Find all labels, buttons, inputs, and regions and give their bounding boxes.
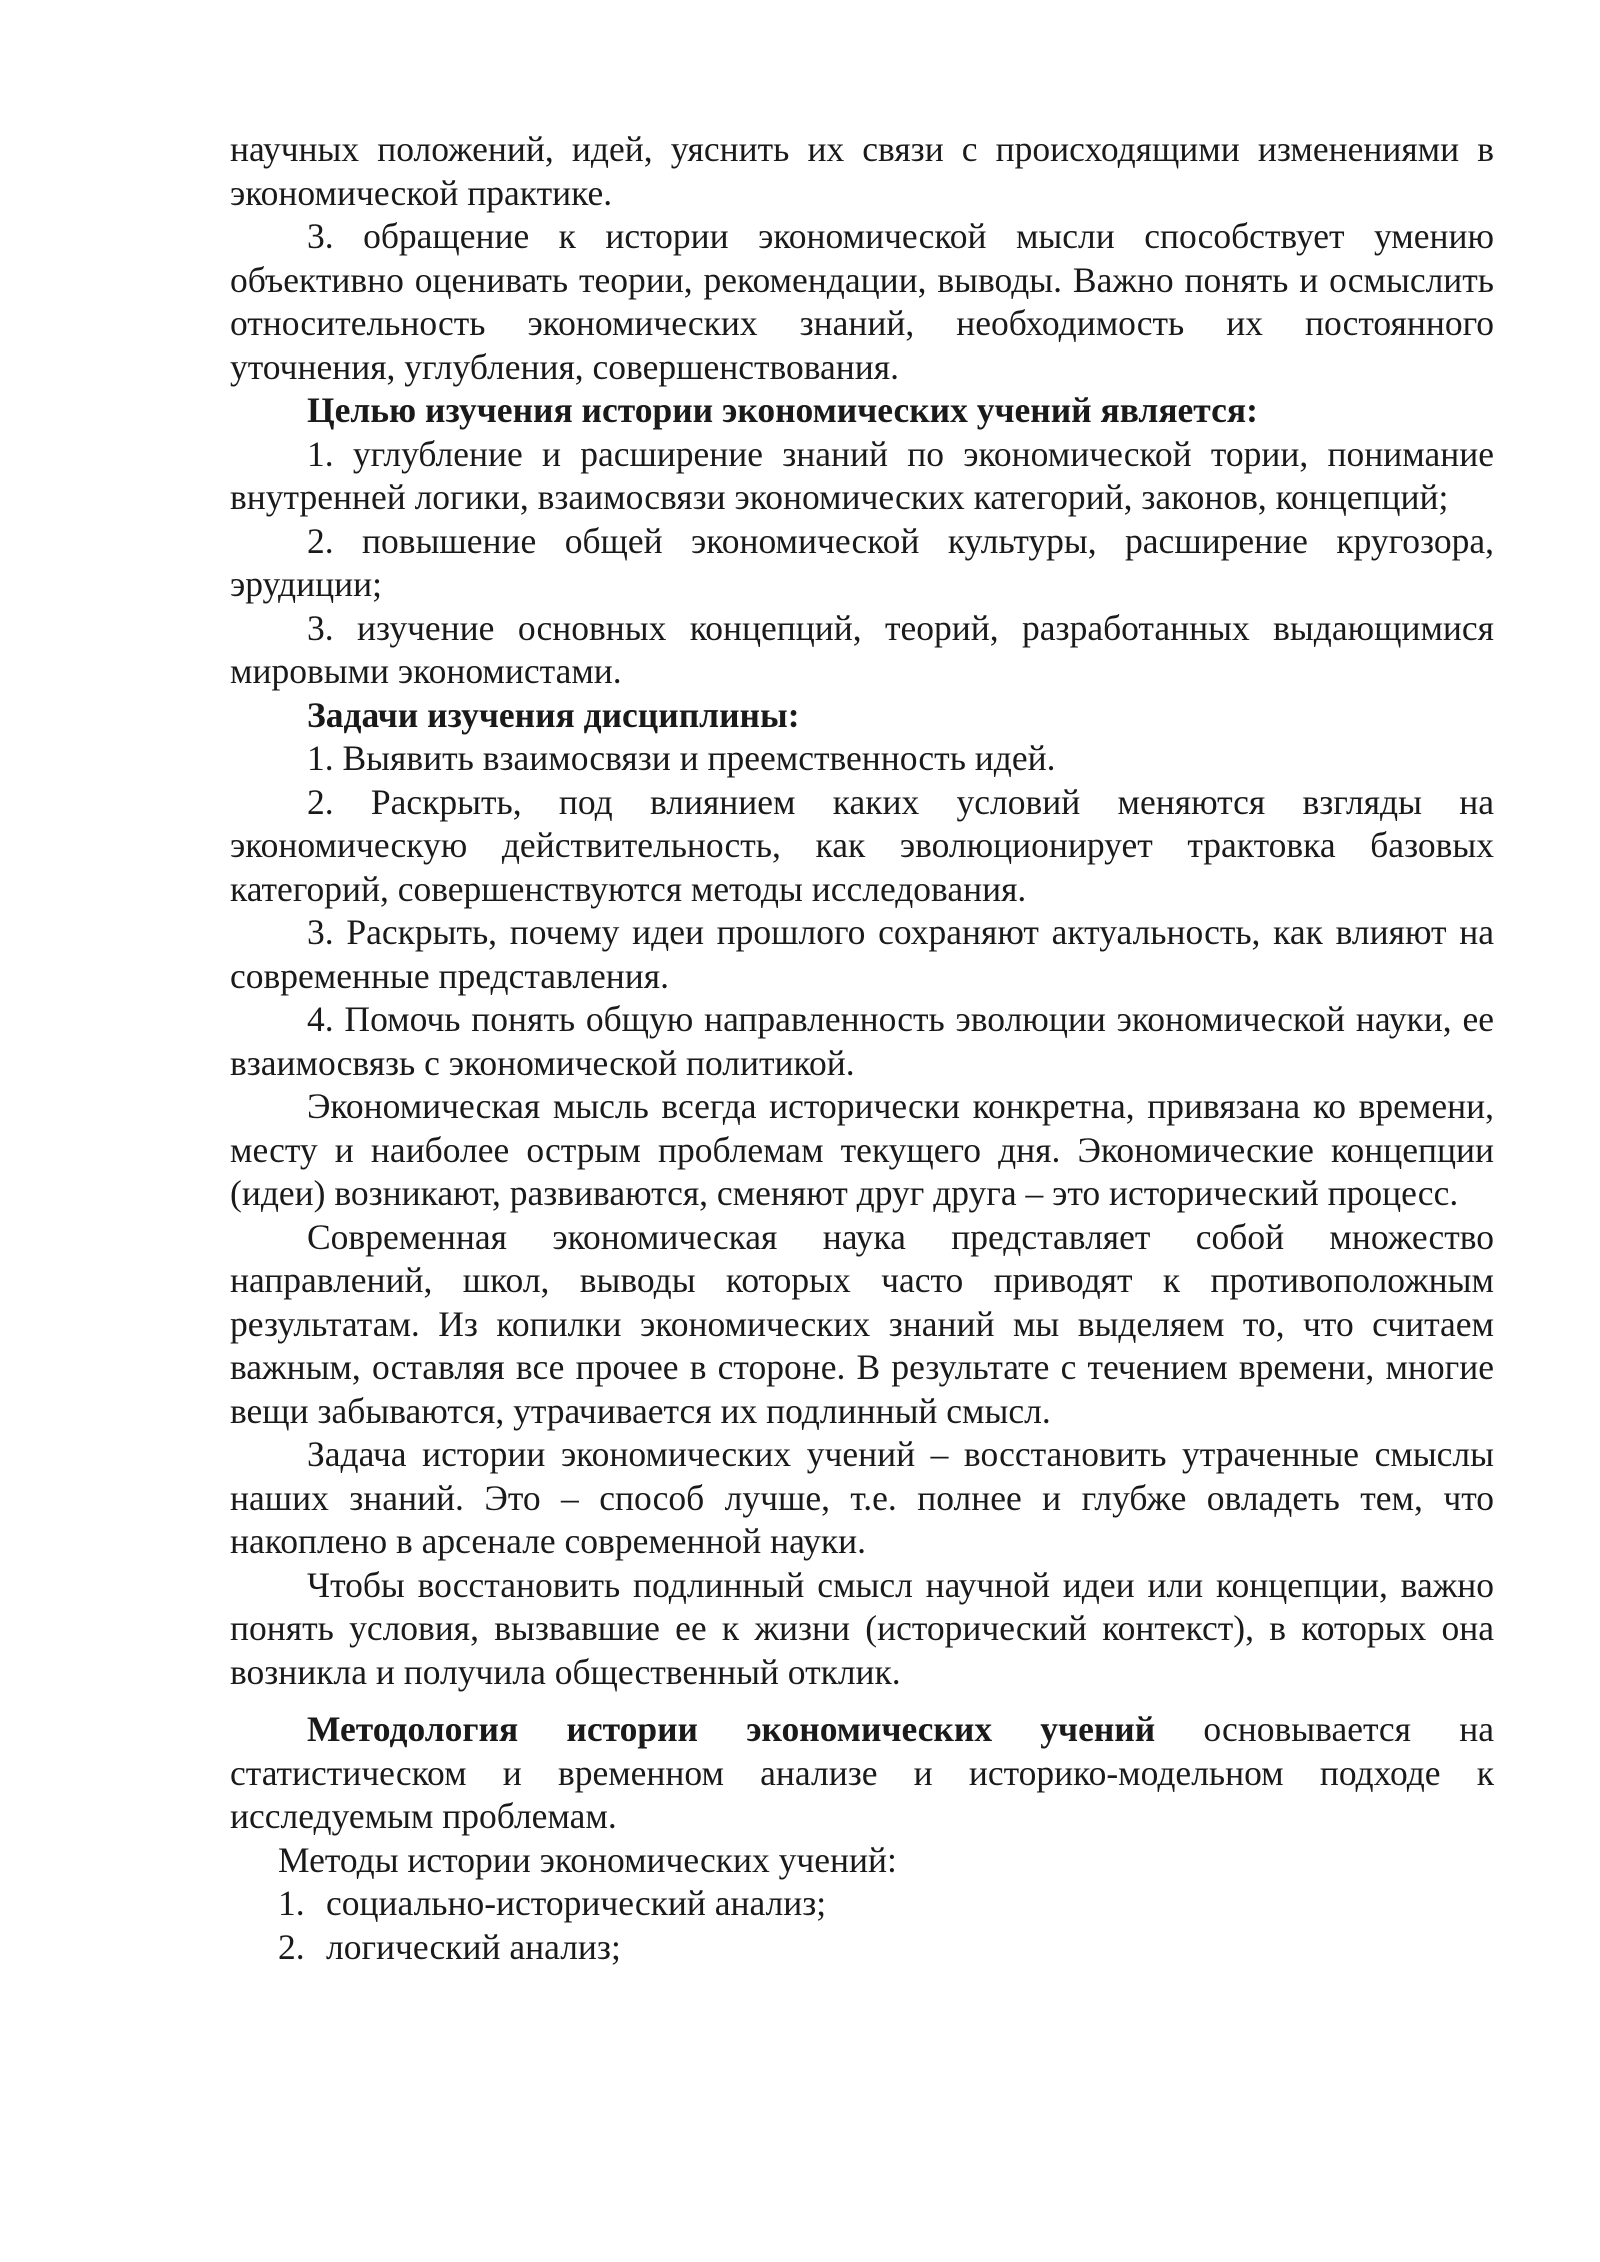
document-page: [230, 128, 1494, 1969]
list-item: [230, 1882, 1494, 1926]
intro-point-3: 3. обращение к истории экономической мысли способствует умению объективно оценивать теории, рекомендации, выводы. Важно понять и осмыслить относительность экономических знаний, необходимость их постоянного уточнения, углубления, совершенствования.: [230, 216, 1494, 387]
task-item-3: 3. Раскрыть, почему идеи прошлого сохраняют актуальность, как влияют на современные представления.: [230, 912, 1494, 996]
list-item-text: логический анализ;: [326, 1926, 621, 1967]
methods-list: [230, 1882, 1494, 1969]
task-item-4: 4. Помочь понять общую направленность эволюции экономической науки, ее взаимосвязь с экономической политикой.: [230, 999, 1494, 1083]
paragraph-historical: Экономическая мысль всегда исторически конкретна, привязана ко времени, месту и наиболее острым проблемам текущего дня. Экономические концепции (идеи) возникают, развиваются, сменяют друг друга – это исторический процесс.: [230, 1086, 1494, 1213]
paragraph-modern-science: Современная экономическая наука представляет собой множество направлений, школ, выводы которых часто приводят к противоположным результатам. Из копилки экономических знаний мы выделяем то, что считаем важным, оставляя все прочее в стороне. В результате с течением времени, многие вещи забываются, утрачивается их подлинный смысл.: [230, 1216, 1494, 1431]
task-item-1: 1. Выявить взаимосвязи и преемственность идей.: [307, 738, 1056, 778]
list-item: [230, 1926, 1494, 1970]
methodology-paragraph: [230, 1708, 1494, 1839]
tasks-heading: Задачи изучения дисциплины:: [307, 694, 800, 735]
intro-continuation: научных положений, идей, уяснить их связи с происходящими изменениями в экономической практике.: [230, 129, 1494, 213]
list-item-text: социально-исторический анализ;: [326, 1883, 827, 1923]
task-item-2: 2. Раскрыть, под влиянием каких условий меняются взгляды на экономическую действительность, как эволюционирует трактовка базовых категорий, совершенствуются методы исследования.: [230, 781, 1494, 909]
goal-heading: Целью изучения истории экономических учений является:: [307, 390, 1258, 430]
methodology-rest: основывается на статистическом и временном анализе и историко-модельном подходе к исследуемым проблемам.: [230, 1709, 1494, 1836]
methodology-bold: Методология истории экономических учений: [307, 1709, 1156, 1749]
list-item-number: 1.: [278, 1883, 305, 1923]
goal-item-1: 1. углубление и расширение знаний по экономической тории, понимание внутренней логики, взаимосвязи экономических категорий, законов, концепций;: [230, 433, 1494, 517]
paragraph-context: Чтобы восстановить подлинный смысл научной идеи или концепции, важно понять условия, вызвавшие ее к жизни (исторический контекст), в которых она возникла и получила общественный отклик.: [230, 1564, 1494, 1692]
goal-item-3: 3. изучение основных концепций, теорий, разработанных выдающимися мировыми экономистами.: [230, 607, 1494, 691]
paragraph-task: Задача истории экономических учений – восстановить утраченные смыслы наших знаний. Это – способ лучше, т.е. полнее и глубже овладеть тем, что накоплено в арсенале современной науки.: [230, 1434, 1494, 1561]
methods-intro: Методы истории экономических учений:: [278, 1839, 897, 1880]
goal-item-2: 2. повышение общей экономической культуры, расширение кругозора, эрудиции;: [230, 520, 1494, 604]
list-item-number: 2.: [278, 1926, 305, 1967]
